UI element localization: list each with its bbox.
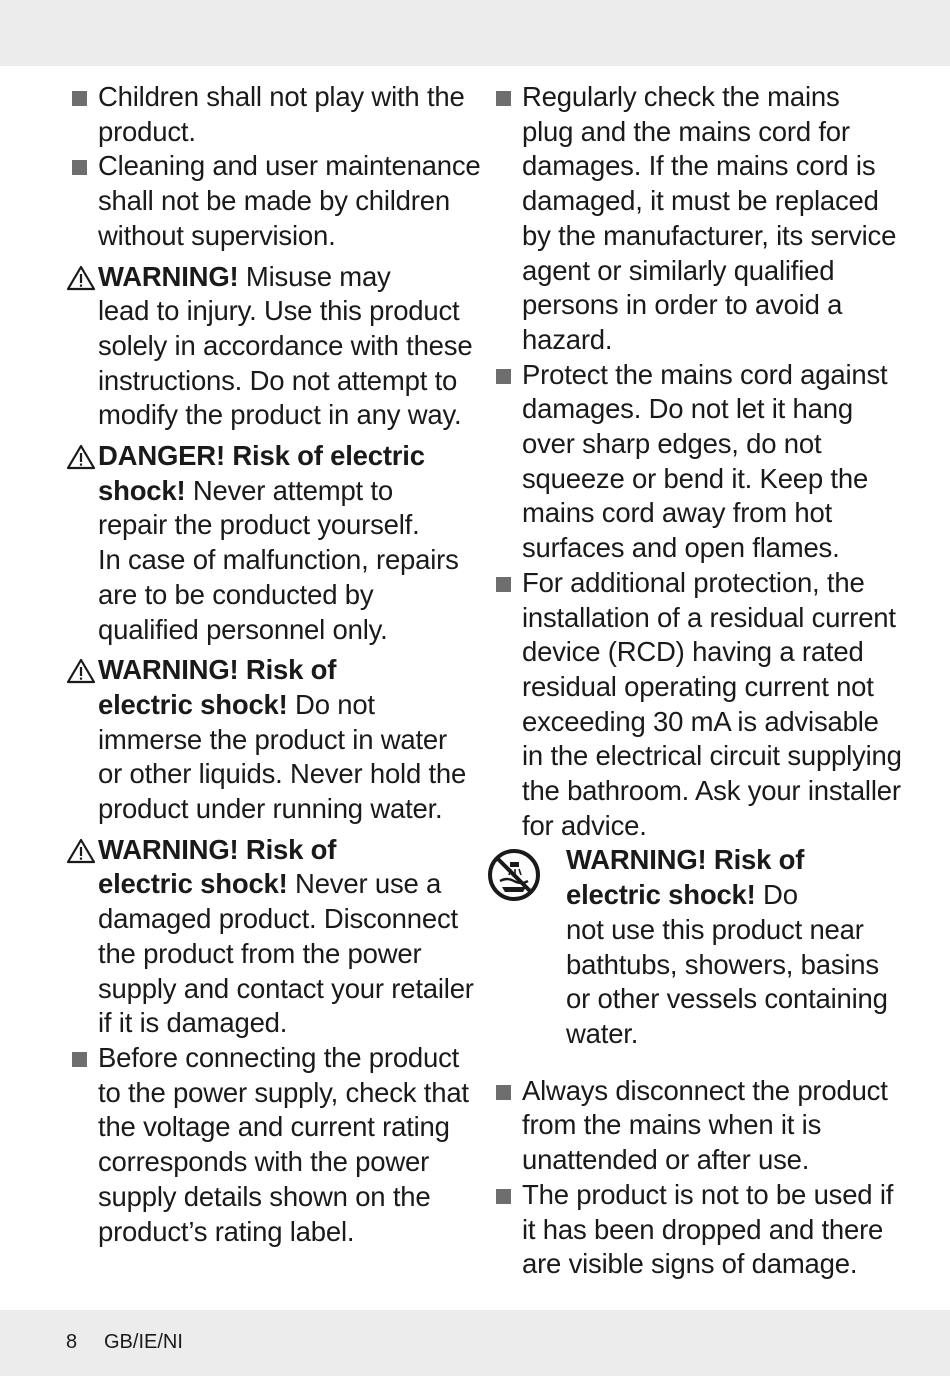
text-line: persons in order to avoid a <box>522 289 843 321</box>
warning-second-line <box>98 867 466 902</box>
text-line: bathtubs, showers, basins <box>566 948 879 980</box>
text-line: surfaces and open flames. <box>522 532 840 564</box>
warning-second-line <box>566 878 890 913</box>
text-line: unattended or after use. <box>522 1144 810 1176</box>
text-line: installation of a residual current <box>522 601 896 633</box>
text-line: shall not be made by children <box>98 185 450 217</box>
text-line: water. <box>566 1017 639 1049</box>
danger-item <box>66 439 466 647</box>
text-line: exceeding 30 mA is advisable <box>522 705 879 737</box>
spacer <box>490 1052 890 1074</box>
text-line: product. <box>98 115 196 147</box>
warning-label: WARNING! Risk of <box>98 654 337 686</box>
text-line: Children shall not play with the <box>98 81 465 112</box>
text-line: damaged product. Disconnect <box>98 903 458 935</box>
text-line: to the power supply, check that <box>98 1076 469 1108</box>
page-number: 8 <box>66 1331 78 1353</box>
warning-item <box>66 260 473 434</box>
text-line: are visible signs of damage. <box>522 1248 858 1280</box>
list-item <box>66 80 466 149</box>
text-line: modify the product in any way. <box>98 399 462 431</box>
text-line: if it is damaged. <box>98 1007 288 1039</box>
text-line: solely in accordance with these <box>98 329 473 361</box>
bullet-square-icon <box>496 1189 511 1204</box>
warning-triangle-icon <box>66 658 96 684</box>
text-line: or other vessels containing <box>566 983 888 1015</box>
text-line: agent or similarly qualified <box>522 254 835 286</box>
text-line: over sharp edges, do not <box>522 428 822 460</box>
text-line: supply and contact your retailer <box>98 972 474 1004</box>
warning-triangle-icon <box>66 265 96 291</box>
text-line: residual operating current not <box>522 670 874 702</box>
warning-label: WARNING! Risk of <box>98 833 337 865</box>
list-item <box>490 358 890 566</box>
text-line: supply details shown on the <box>98 1180 431 1212</box>
list-item <box>66 149 481 253</box>
text-line: in the electrical circuit supplying <box>522 740 902 772</box>
danger-label-cont: shock! <box>98 474 186 506</box>
bathroom-warning-item <box>490 843 890 1051</box>
text-line: without supervision. <box>98 219 336 251</box>
text-line: corresponds with the power <box>98 1146 430 1178</box>
text-line: device (RCD) having a rated <box>522 636 864 668</box>
danger-inline-text: Never attempt to <box>185 474 393 506</box>
text-line: In case of malfunction, repairs <box>98 544 459 576</box>
text-line: lead to injury. Use this product <box>98 295 460 327</box>
text-line: the voltage and current rating <box>98 1111 450 1143</box>
text-line: or other liquids. Never hold the <box>98 758 467 790</box>
text-line: the product from the power <box>98 937 422 969</box>
text-line: damaged, it must be replaced <box>522 185 879 217</box>
warning-label: WARNING! <box>98 260 239 292</box>
header-band <box>0 0 950 66</box>
bullet-square-icon <box>72 160 87 175</box>
warning-label-cont: electric shock! <box>98 868 288 900</box>
bullet-square-icon <box>496 91 511 106</box>
warning-triangle-icon <box>66 444 96 470</box>
left-column <box>66 80 481 1249</box>
text-line: not use this product near <box>566 913 864 945</box>
text-line: for advice. <box>522 809 647 841</box>
text-line: hazard. <box>522 323 613 355</box>
text-line: Regularly check the mains <box>522 81 840 112</box>
warning-label: WARNING! Risk of <box>566 844 805 876</box>
warning-inline-text: Never use a <box>287 868 442 900</box>
right-column <box>490 80 902 1282</box>
text-line: damages. If the mains cord is <box>522 150 876 182</box>
text-line: mains cord away from hot <box>522 497 833 529</box>
text-line: squeeze or bend it. Keep the <box>522 462 869 494</box>
text-line: are to be conducted by <box>98 578 374 610</box>
text-line: product’s rating label. <box>98 1215 355 1247</box>
list-item <box>490 566 902 844</box>
list-item <box>490 1178 894 1282</box>
danger-label: DANGER! Risk of electric <box>98 440 425 472</box>
warning-inline-text: Do not <box>287 688 375 720</box>
text-line: Protect the mains cord against <box>522 358 888 390</box>
bullet-square-icon <box>72 1052 87 1067</box>
text-line: Always disconnect the product <box>522 1074 888 1106</box>
list-item <box>490 80 897 358</box>
text-line: the bathroom. Ask your installer <box>522 775 901 807</box>
text-line: For additional protection, the <box>522 566 865 598</box>
warning-inline-text: Misuse may <box>238 260 391 292</box>
bullet-square-icon <box>496 369 511 384</box>
list-item <box>66 1041 469 1249</box>
text-line: it has been dropped and there <box>522 1213 884 1245</box>
text-line: Before connecting the product <box>98 1041 460 1073</box>
text-line: immerse the product in water <box>98 723 447 755</box>
danger-second-line <box>98 474 466 509</box>
warning-triangle-icon <box>66 838 96 864</box>
warning-label-cont: electric shock! <box>98 688 288 720</box>
text-line: plug and the mains cord for <box>522 115 850 147</box>
warning-inline-text: Do <box>755 879 798 911</box>
warning-second-line <box>98 688 466 723</box>
text-line: instructions. Do not attempt to <box>98 364 458 396</box>
warning-label-cont: electric shock! <box>566 879 756 911</box>
bullet-square-icon <box>496 577 511 592</box>
no-water-use-icon <box>486 847 542 903</box>
text-line: by the manufacturer, its service <box>522 219 897 251</box>
warning-first-line <box>98 260 466 295</box>
bullet-square-icon <box>496 1085 511 1100</box>
text-line: product under running water. <box>98 793 443 825</box>
list-item <box>490 1074 890 1178</box>
text-line: qualified personnel only. <box>98 613 388 645</box>
text-line: Cleaning and user maintenance <box>98 150 481 182</box>
text-line: damages. Do not let it hang <box>522 393 853 425</box>
text-line: from the mains when it is <box>522 1109 822 1141</box>
bullet-square-icon <box>72 91 87 106</box>
warning-item <box>66 653 466 827</box>
text-line: The product is not to be used if <box>522 1178 894 1210</box>
warning-item <box>66 833 474 1041</box>
text-line: repair the product yourself. <box>98 509 420 541</box>
language-code: GB/IE/NI <box>104 1331 183 1353</box>
